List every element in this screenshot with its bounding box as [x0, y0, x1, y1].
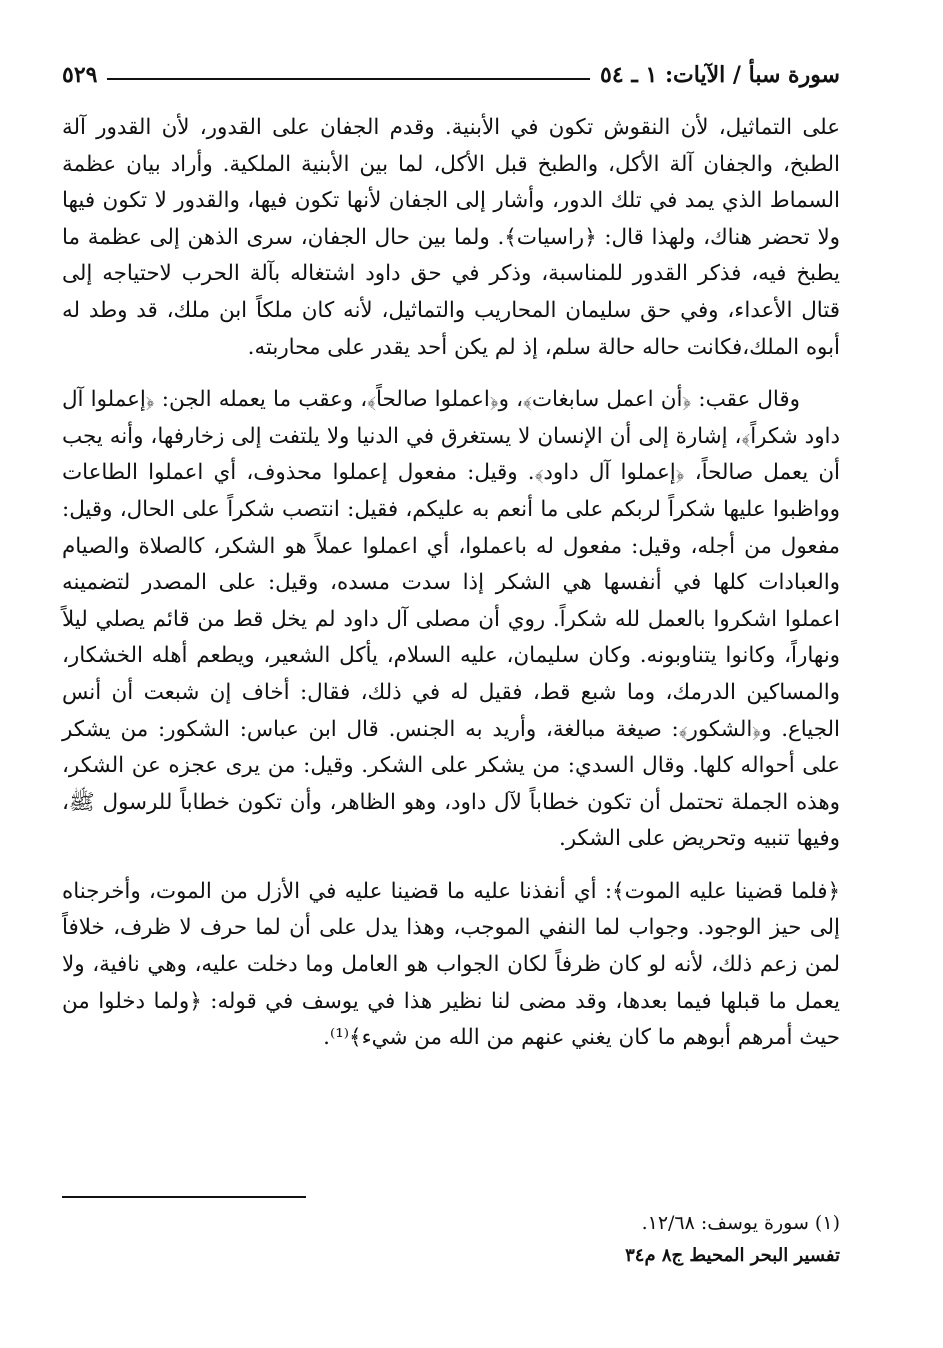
page-number: ٥٢٩ — [62, 62, 98, 88]
header-rule — [107, 78, 590, 80]
paragraph-3: ﴿فلما قضينا عليه الموت﴾: أي أنفذنا عليه ما قضينا عليه في الأزل من الموت، وأخرجناه إلى حيز الوجود. وجواب لما النفي الموجب، وهذا يدل على أن لما حرف لا ظرف، خلافاً لمن زعم ذلك، لأنه لو كان ظرفاً لكان الجواب هو العامل وما دخلت عليه، وهي نافية، ولا يعمل ما قبلها فيما بعدها، وقد مضى لنا نظير هذا في يوسف في قوله: ﴿ولما دخلوا من حيث أمرهم أبوهم ما كان يغني عنهم من الله من شيء﴾⁽¹⁾. — [62, 878, 840, 1051]
paragraph-2: وقال عقب: ﴿أن اعمل سابغات﴾، و﴿اعملوا صالحاً﴾، وعقب ما يعمله الجن: ﴿إعملوا آل داود شكراً﴾، إشارة إلى أن الإنسان لا يستغرق في الدنيا ولا يلتفت إلى زخارفها، وأنه يجب أن يعمل صالحاً، ﴿إعملوا آل داود﴾. وقيل: مفعول إعملوا محذوف، أي اعملوا الطاعات وواظبوا عليها شكراً لربكم على ما أنعم به عليكم، فقيل: انتصب شكراً على الحال، وقيل: مفعول من أجله، وقيل: مفعول له باعملوا، أي اعملوا عملاً هو الشكر، كالصلاة والصيام والعبادات كلها في أنفسها هي الشكر إذا سدت مسده، وقيل: على المصدر لتضمينه اعملوا اشكروا بالعمل لله شكراً. روي أن مصلى آل داود لم يخل قط من قائم يصلي ليلاً ونهاراً، وكانوا يتناوبونه. وكان سليمان، عليه السلام، يأكل الشعير، ويطعم أهله الخشكار، والمساكين الدرمك، وما شبع قط، فقيل له في ذلك، فقال: أخاف إن شبعت أن أنس الجياع. و﴿الشكور﴾: صيغة مبالغة، وأريد به الجنس. قال ابن عباس: الشكور: من يشكر على أحواله كلها. وقال السدي: من يشكر على الشكر. وقيل: من يرى عجزه عن الشكر، وهذه الجملة تحتمل أن تكون خطاباً لآل داود، وهو الظاهر، وأن تكون خطاباً للرسول ﷺ، وفيها تنبيه وتحريض على الشكر. — [62, 387, 840, 852]
paragraph-1: على التماثيل، لأن النقوش تكون في الأبنية. وقدم الجفان على القدور، لأن القدور آلة الطبخ، والجفان آلة الأكل، والطبخ قبل الأكل، لما بين الأبنية الملكية. وأراد بيان عظمة السماط الذي يمد في تلك الدور، وأشار إلى الجفان لأنها تكون فيها، والقدور لا تكون فيها ولا تحضر هناك، ولهذا قال: ﴿راسيات﴾. ولما بين حال الجفان، سرى الذهن إلى عظمة ما يطبخ فيه، فذكر القدور للمناسبة، وذكر في حق داود اشتغاله بآلة الحرب لاحتياجه إلى قتال الأعداء، وفي حق سليمان المحاريب والتماثيل، لأنه كان ملكاً ابن ملك، قد وطد له أبوه الملك،فكانت حاله حالة سلم، إذ لم يكن أحد يقدر على محاربته. — [62, 115, 840, 360]
footnote: (١) سورة يوسف: ١٢/٦٨. — [641, 1212, 840, 1234]
book-signature: تفسير البحر المحيط ج٨ م٣٤ — [625, 1245, 840, 1266]
running-header — [62, 58, 840, 92]
footnote-separator — [62, 1196, 306, 1198]
main-text — [62, 110, 840, 1057]
book-page — [62, 58, 840, 1308]
surah-title: سورة سبأ / الآيات: ١ ـ ٥٤ — [600, 62, 840, 88]
